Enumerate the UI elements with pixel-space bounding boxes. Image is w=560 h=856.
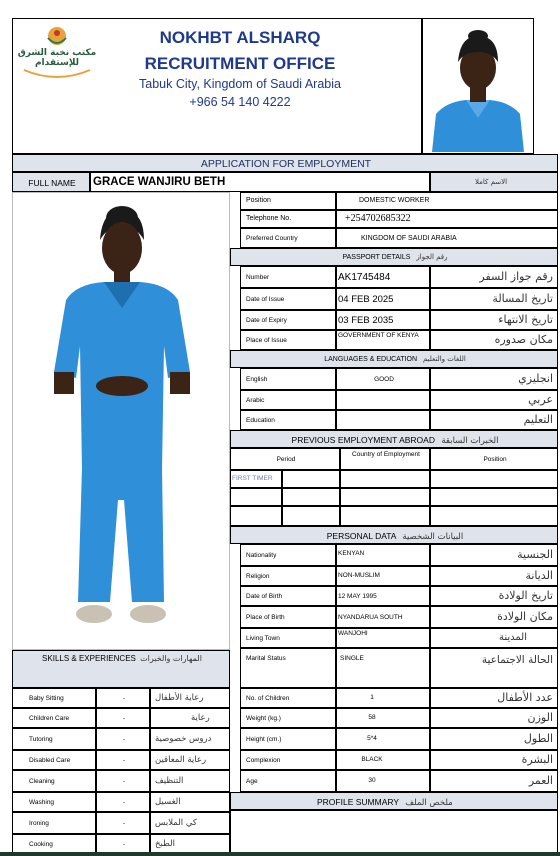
country-label: Preferred Country <box>246 235 298 242</box>
profile-summary-heading-ar: ملخص الملف <box>405 798 453 808</box>
skill-row <box>12 688 96 708</box>
telephone-value: +254702685322 <box>345 213 411 224</box>
weight-ar: الوزن <box>527 711 553 724</box>
telephone-label: Telephone No. <box>246 215 292 222</box>
weight-value: 58 <box>368 714 376 721</box>
period-header: Period <box>276 456 296 463</box>
personal-row <box>430 770 558 792</box>
passport-row <box>430 266 558 288</box>
country-value: KINGDOM OF SAUDI ARABIA <box>361 235 457 242</box>
passport-heading <box>231 253 558 261</box>
town-label: Living Town <box>246 635 280 642</box>
languages-heading <box>231 355 558 363</box>
passport-number-value: AK1745484 <box>338 272 391 283</box>
prev-employment-heading-en: PREVIOUS EMPLOYMENT ABROAD <box>291 435 435 445</box>
age-label: Age <box>246 778 258 785</box>
passport-expiry-label: Date of Expiry <box>246 317 287 324</box>
prev-row-period-2b <box>282 488 340 506</box>
personal-row <box>240 708 336 728</box>
full-name-label-cell <box>12 172 90 192</box>
first-timer: FIRST TIMER <box>232 475 273 482</box>
skill-ar: دروس خصوصية <box>155 734 212 744</box>
personal-row <box>336 728 430 750</box>
profile-summary-heading-en: PROFILE SUMMARY <box>317 797 399 807</box>
company-name-line2: RECRUITMENT OFFICE <box>144 54 336 73</box>
personal-heading-ar: البيانات الشخصية <box>402 532 464 542</box>
passport-expiry-value: 03 FEB 2035 <box>338 315 394 326</box>
country-value-cell <box>336 228 558 248</box>
personal-row <box>336 770 430 792</box>
skill-label: Tutoring <box>29 736 53 743</box>
full-body-photo <box>40 200 200 645</box>
prev-employment-heading-ar: الخبرات السابقة <box>441 436 499 446</box>
passport-row <box>336 330 430 350</box>
prev-row-period-b <box>230 488 282 506</box>
language-row <box>430 368 558 390</box>
nationality-ar: الجنسية <box>517 548 553 561</box>
pob-label: Place of Birth <box>246 614 285 621</box>
prev-employment-heading <box>231 435 558 446</box>
age-ar: العمر <box>528 774 553 787</box>
town-ar: المدينة <box>498 632 527 643</box>
passport-issue-ar: تاريخ المسالة <box>492 292 553 305</box>
bottom-edge-strip <box>0 852 560 856</box>
skill-ar: الغسيل <box>155 797 181 807</box>
complexion-label: Complexion <box>246 757 281 764</box>
prev-row-period-c <box>230 506 282 526</box>
personal-row <box>240 750 336 770</box>
skill-label: Ironing <box>29 820 49 827</box>
personal-row <box>240 628 336 648</box>
telephone-value-cell <box>336 210 558 228</box>
skill-ar: الطبخ <box>155 839 175 849</box>
passport-row <box>336 288 430 310</box>
skill-row <box>12 834 96 854</box>
passport-issue-value: 04 FEB 2025 <box>338 294 394 305</box>
passport-heading-en: PASSPORT DETAILS <box>342 254 411 261</box>
prev-row-country <box>340 470 430 488</box>
full-name-label: FULL NAME <box>28 178 76 188</box>
skill-row <box>150 792 230 812</box>
personal-row <box>240 728 336 750</box>
prev-col-position <box>430 448 558 470</box>
skill-row <box>96 834 150 854</box>
skill-row <box>150 750 230 770</box>
company-logo <box>14 24 100 82</box>
skill-value: - <box>122 778 126 785</box>
passport-heading-ar: رقم الجواز <box>416 253 448 261</box>
skill-row <box>12 770 96 792</box>
skill-row <box>150 770 230 792</box>
weight-label: Weight (kg.) <box>246 715 281 722</box>
children-value: 1 <box>370 694 374 701</box>
passport-place-value: GOVERNMENT OF KENYA <box>338 332 419 339</box>
passport-row <box>430 310 558 330</box>
prev-row-country-c <box>340 506 430 526</box>
personal-row <box>336 750 430 770</box>
prev-col-country <box>340 448 430 470</box>
profile-summary-body <box>230 810 558 856</box>
skill-row <box>96 812 150 834</box>
nationality-value: KENYAN <box>338 550 365 557</box>
passport-row <box>336 266 430 288</box>
passport-row <box>336 310 430 330</box>
skill-label: Children Care <box>29 715 70 722</box>
skill-ar: رعاية <box>191 713 210 723</box>
position-value: DOMESTIC WORKER <box>359 197 430 204</box>
personal-row <box>240 606 336 628</box>
height-ar: الطول <box>523 732 553 745</box>
personal-row <box>430 606 558 628</box>
skill-row <box>96 728 150 750</box>
passport-row <box>430 288 558 310</box>
skill-label: Washing <box>29 799 55 806</box>
personal-row <box>430 586 558 606</box>
country-header: Country of Employment <box>352 451 420 458</box>
height-value: 5*4 <box>367 735 377 742</box>
languages-heading-en: LANGUAGES & EDUCATION <box>324 356 418 363</box>
passport-row <box>240 330 336 350</box>
skill-row <box>96 750 150 770</box>
skill-row <box>96 792 150 812</box>
personal-heading <box>231 531 558 542</box>
language-row <box>336 410 430 430</box>
skill-value: - <box>122 736 126 743</box>
religion-value: NON-MUSLIM <box>338 572 380 579</box>
skills-heading-bar <box>12 650 230 688</box>
company-name-line1: NOKHBT ALSHARQ <box>159 28 321 47</box>
prev-col-period <box>230 448 340 470</box>
position-header: Position <box>483 456 507 463</box>
skill-ar: رعاية الأطفال <box>155 693 204 703</box>
skills-heading-en: SKILLS & EXPERIENCES <box>42 654 136 663</box>
skill-label: Baby Sitting <box>29 695 64 702</box>
dob-label: Date of Birth <box>246 593 283 600</box>
pob-value: NYANDARUA SOUTH <box>338 614 403 621</box>
language-row <box>240 410 336 430</box>
passport-place-ar: مكان صدوره <box>494 333 553 346</box>
personal-row <box>430 708 558 728</box>
skill-value: - <box>122 841 126 848</box>
marital-value: SINGLE <box>340 655 364 662</box>
languages-heading-ar: اللغات والتعليم <box>423 355 466 363</box>
children-label: No. of Children <box>246 695 290 702</box>
skill-row <box>150 688 230 708</box>
english-label: English <box>246 376 268 383</box>
personal-heading-en: PERSONAL DATA <box>326 531 397 541</box>
company-phone: +966 54 140 4222 <box>189 95 291 109</box>
skill-label: Disabled Care <box>29 757 71 764</box>
position-label-cell <box>240 192 336 210</box>
language-row <box>336 368 430 390</box>
personal-row <box>336 586 430 606</box>
language-row <box>240 390 336 410</box>
personal-row <box>240 688 336 708</box>
language-row <box>430 410 558 430</box>
personal-heading-bar <box>230 526 558 544</box>
children-ar: عدد الأطفال <box>497 691 553 704</box>
english-ar: انجليزي <box>518 372 553 385</box>
full-name-value: GRACE WANJIRU BETH <box>93 176 226 188</box>
skill-row <box>150 728 230 750</box>
skill-value: - <box>122 820 126 827</box>
marital-label: Marital Status <box>246 655 286 662</box>
logo-text: مكتب نخبة الشرق للإستقدام <box>17 48 97 68</box>
personal-row <box>336 688 430 708</box>
personal-row <box>430 544 558 566</box>
languages-heading-bar <box>230 350 558 368</box>
personal-row <box>336 606 430 628</box>
application-title: APPLICATION FOR EMPLOYMENT <box>200 158 372 170</box>
prev-employment-heading-bar <box>230 430 558 448</box>
personal-row <box>240 648 336 688</box>
portrait-photo <box>426 22 530 152</box>
passport-row <box>240 310 336 330</box>
skill-ar: التنظيف <box>155 776 184 786</box>
passport-number-label: Number <box>246 274 270 281</box>
passport-place-label: Place of Issue <box>246 337 287 344</box>
passport-number-ar: رقم جواز السفر <box>479 270 553 283</box>
language-row <box>240 368 336 390</box>
passport-row <box>430 330 558 350</box>
education-label: Education <box>246 417 275 424</box>
skill-value: - <box>122 757 126 764</box>
skill-value: - <box>122 715 126 722</box>
skill-row <box>12 792 96 812</box>
passport-row <box>240 266 336 288</box>
skill-row <box>96 770 150 792</box>
skill-row <box>96 688 150 708</box>
skill-row <box>150 834 230 854</box>
education-ar: التعليم <box>523 413 553 426</box>
passport-heading-bar <box>230 248 558 266</box>
personal-row <box>430 566 558 586</box>
height-label: Height (cm.) <box>246 736 282 743</box>
position-label: Position <box>246 197 271 204</box>
personal-row <box>430 648 558 688</box>
prev-row-period-2c <box>282 506 340 526</box>
country-label-cell <box>240 228 336 248</box>
personal-row <box>336 544 430 566</box>
skill-row <box>150 812 230 834</box>
prev-row-period <box>230 470 282 488</box>
age-value: 30 <box>368 777 376 784</box>
passport-issue-label: Date of Issue <box>246 296 285 303</box>
personal-row <box>240 586 336 606</box>
application-title-bar <box>12 154 558 172</box>
arabic-label: Arabic <box>246 397 265 404</box>
passport-expiry-ar: تاريخ الانتهاء <box>498 313 553 326</box>
profile-summary-heading <box>317 797 453 808</box>
skills-heading <box>13 654 230 663</box>
company-location: Tabuk City, Kingdom of Saudi Arabia <box>139 77 341 91</box>
prev-row-position-c <box>430 506 558 526</box>
prev-row-position-b <box>430 488 558 506</box>
personal-row <box>240 566 336 586</box>
skill-row <box>12 750 96 770</box>
nationality-label: Nationality <box>246 552 277 559</box>
passport-row <box>240 288 336 310</box>
skill-row <box>12 728 96 750</box>
complexion-ar: البشرة <box>521 753 553 766</box>
skill-ar: رعاية المعاقين <box>155 755 207 765</box>
personal-row <box>430 688 558 708</box>
personal-row <box>430 750 558 770</box>
full-name-ar-cell <box>430 172 558 192</box>
telephone-label-cell <box>240 210 336 228</box>
language-row <box>430 390 558 410</box>
dob-value: 12 MAY 1995 <box>338 593 377 600</box>
marital-ar: الحالة الاجتماعية <box>481 654 553 666</box>
skill-label: Cooking <box>29 841 53 848</box>
personal-row <box>240 770 336 792</box>
english-value: GOOD <box>374 376 394 383</box>
personal-row <box>336 566 430 586</box>
prev-row-country-b <box>340 488 430 506</box>
full-name-value-cell <box>90 172 430 192</box>
skill-value: - <box>122 695 126 702</box>
personal-row <box>430 728 558 750</box>
skill-row <box>96 708 150 728</box>
language-row <box>336 390 430 410</box>
profile-summary-heading-bar <box>230 792 558 810</box>
skill-row <box>150 708 230 728</box>
pob-ar: مكان الولادة <box>497 610 553 623</box>
skill-ar: كي الملابس <box>155 818 197 828</box>
personal-row <box>240 544 336 566</box>
prev-row-period-2 <box>282 470 340 488</box>
personal-row <box>430 628 558 648</box>
dob-ar: تاريخ الولادة <box>498 589 553 602</box>
skill-label: Cleaning <box>29 778 55 785</box>
skill-value: - <box>122 799 126 806</box>
skills-heading-ar: المهارات والخبرات <box>140 654 202 663</box>
personal-row <box>336 648 430 688</box>
personal-row <box>336 628 430 648</box>
town-value: WANJOHI <box>338 630 368 637</box>
prev-row-position <box>430 470 558 488</box>
arabic-ar: عربي <box>528 393 553 406</box>
religion-label: Religion <box>246 573 270 580</box>
religion-ar: الديانة <box>525 569 553 582</box>
skill-row <box>12 708 96 728</box>
personal-row <box>336 708 430 728</box>
complexion-value: BLACK <box>361 756 383 763</box>
skill-row <box>12 812 96 834</box>
position-value-cell <box>336 192 558 210</box>
full-name-ar: الاسم كاملا <box>474 178 508 186</box>
